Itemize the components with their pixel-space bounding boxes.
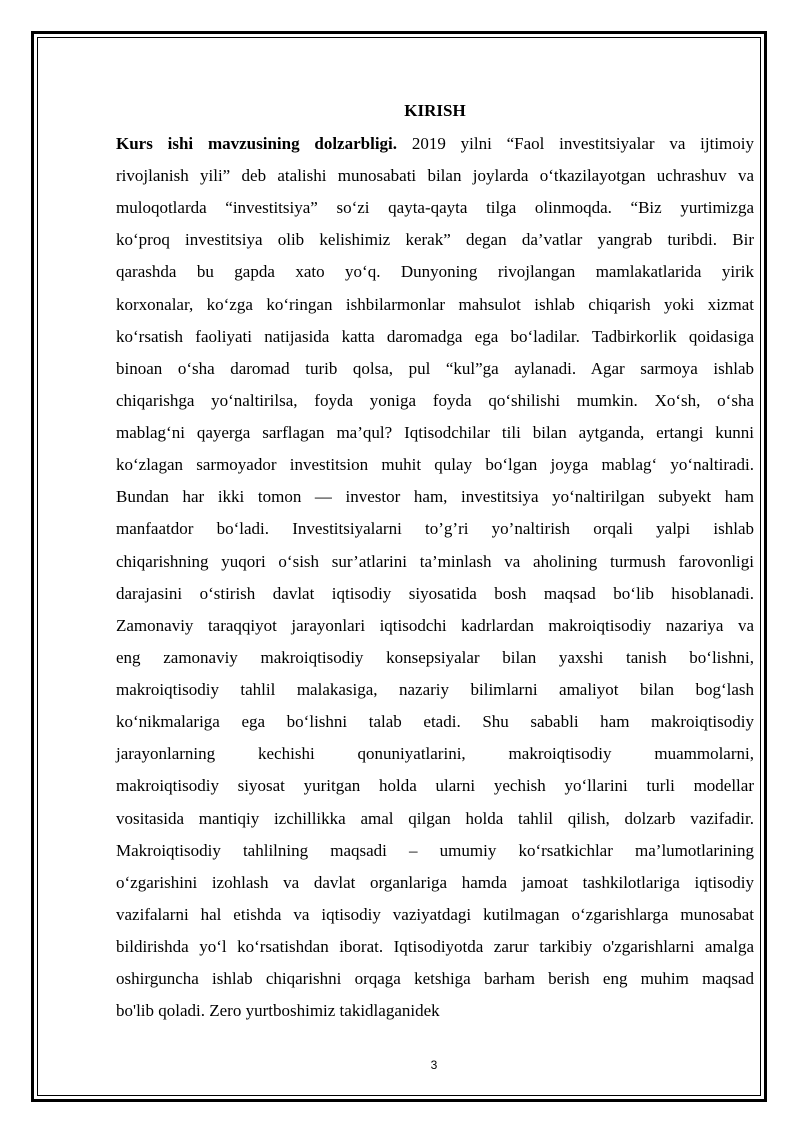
text-line: Bundan har ikki tomon — investor ham, investitsiya yo‘naltirilgan subyekt ham (116, 487, 754, 506)
text-line: manfaatdor bo‘ladi. Investitsiyalarni to’g’ri yo’naltirish orqali yalpi ishlab (116, 519, 754, 538)
text-line-content: 2019 yilni “Faol investitsiyalar va ijtimoiy (411, 134, 754, 153)
text-line: bildirishda yo‘l ko‘rsatishdan iborat. Iqtisodiyotda zarur tarkibiy o'zgarishlarni amalga (116, 937, 754, 956)
text-line: o‘zgarishini izohlash va davlat organlariga hamda jamoat tashkilotlariga iqtisodiy (116, 873, 754, 892)
text-line: vositasida mantiqiy izchillikka amal qilgan holda tahlil qilish, dolzarb vazifadir. (116, 809, 754, 828)
text-line: ko‘rsatish faoliyati natijasida katta daromadga ega bo‘ladilar. Tadbirkorlik qoidasiga (116, 327, 754, 346)
text-line: eng zamonaviy makroiqtisodiy konsepsiyalar bilan yaxshi tanish bo‘lishni, (116, 648, 754, 667)
text-line (116, 128, 754, 160)
text-line: rivojlanish yili” deb atalishi munosabati bilan joylarda o‘tkazilayotgan uchrashuv va (116, 166, 754, 185)
text-line: ko‘proq investitsiya olib kelishimiz kerak” degan da’vatlar yangrab turibdi. Bir (116, 230, 754, 249)
text-line: chiqarishning yuqori o‘sish sur’atlarini ta’minlash va aholining turmush farovonligi (116, 552, 754, 571)
text-line: ko‘nikmalariga ega bo‘lishni talab etadi. Shu sababli ham makroiqtisodiy (116, 712, 754, 731)
text-line: Makroiqtisodiy tahlilning maqsadi – umumiy ko‘rsatkichlar ma’lumotlarining (116, 841, 754, 860)
text-line: korxonalar, ko‘zga ko‘ringan ishbilarmonlar mahsulot ishlab chiqarish yoki xizmat (116, 295, 754, 314)
section-heading: KIRISH (404, 101, 466, 120)
text-line: binoan o‘sha daromad turib qolsa, pul “kul”ga aylanadi. Agar sarmoya ishlab (116, 359, 754, 378)
text-line: Zamonaviy taraqqiyot jarayonlari iqtisodchi kadrlardan makroiqtisodiy nazariya va (116, 616, 754, 635)
text-line: makroiqtisodiy tahlil malakasiga, nazariy bilimlarni amaliyot bilan bog‘lash (116, 680, 754, 699)
text-line: oshirguncha ishlab chiqarishni orqaga ketshiga barham berish eng muhim maqsad (116, 969, 754, 988)
text-line: muloqotlarda “investitsiya” so‘zi qayta-qayta tilga olinmoqda. “Biz yurtimizga (116, 198, 754, 217)
text-line: makroiqtisodiy siyosat yuritgan holda ularni yechish yo‘llarini turli modellar (116, 776, 754, 795)
text-line-last: bo'lib qoladi. Zero yurtboshimiz takidlaganidek (116, 1001, 440, 1020)
text-line: darajasini o‘stirish davlat iqtisodiy siyosatida bosh maqsad bo‘lib hisoblanadi. (116, 584, 754, 603)
page-number: 3 (430, 1058, 438, 1072)
text-line: ko‘zlagan sarmoyador investitsion muhit qulay bo‘lgan joyga mablag‘ yo‘naltiradi. (116, 455, 754, 474)
text-line: vazifalarni hal etishda va iqtisodiy vaziyatdagi kutilmagan o‘zgarishlarga munosabat (116, 905, 754, 924)
text-line: qarashda bu gapda xato yo‘q. Dunyoning rivojlangan mamlakatlarida yirik (116, 262, 754, 281)
text-line: jarayonlarning kechishi qonuniyatlarini, makroiqtisodiy muammolarni, (116, 744, 754, 763)
text-line: mablag‘ni qayerga sarflagan ma’qul? Iqtisodchilar tili bilan aytganda, ertangi kunni (116, 423, 754, 442)
lead-phrase: Kurs ishi mavzusining dolzarbligi. (116, 134, 398, 153)
text-line: chiqarishga yo‘naltirilsa, foyda yoniga foyda qo‘shilishi mumkin. Xo‘sh, o‘sha (116, 391, 754, 410)
